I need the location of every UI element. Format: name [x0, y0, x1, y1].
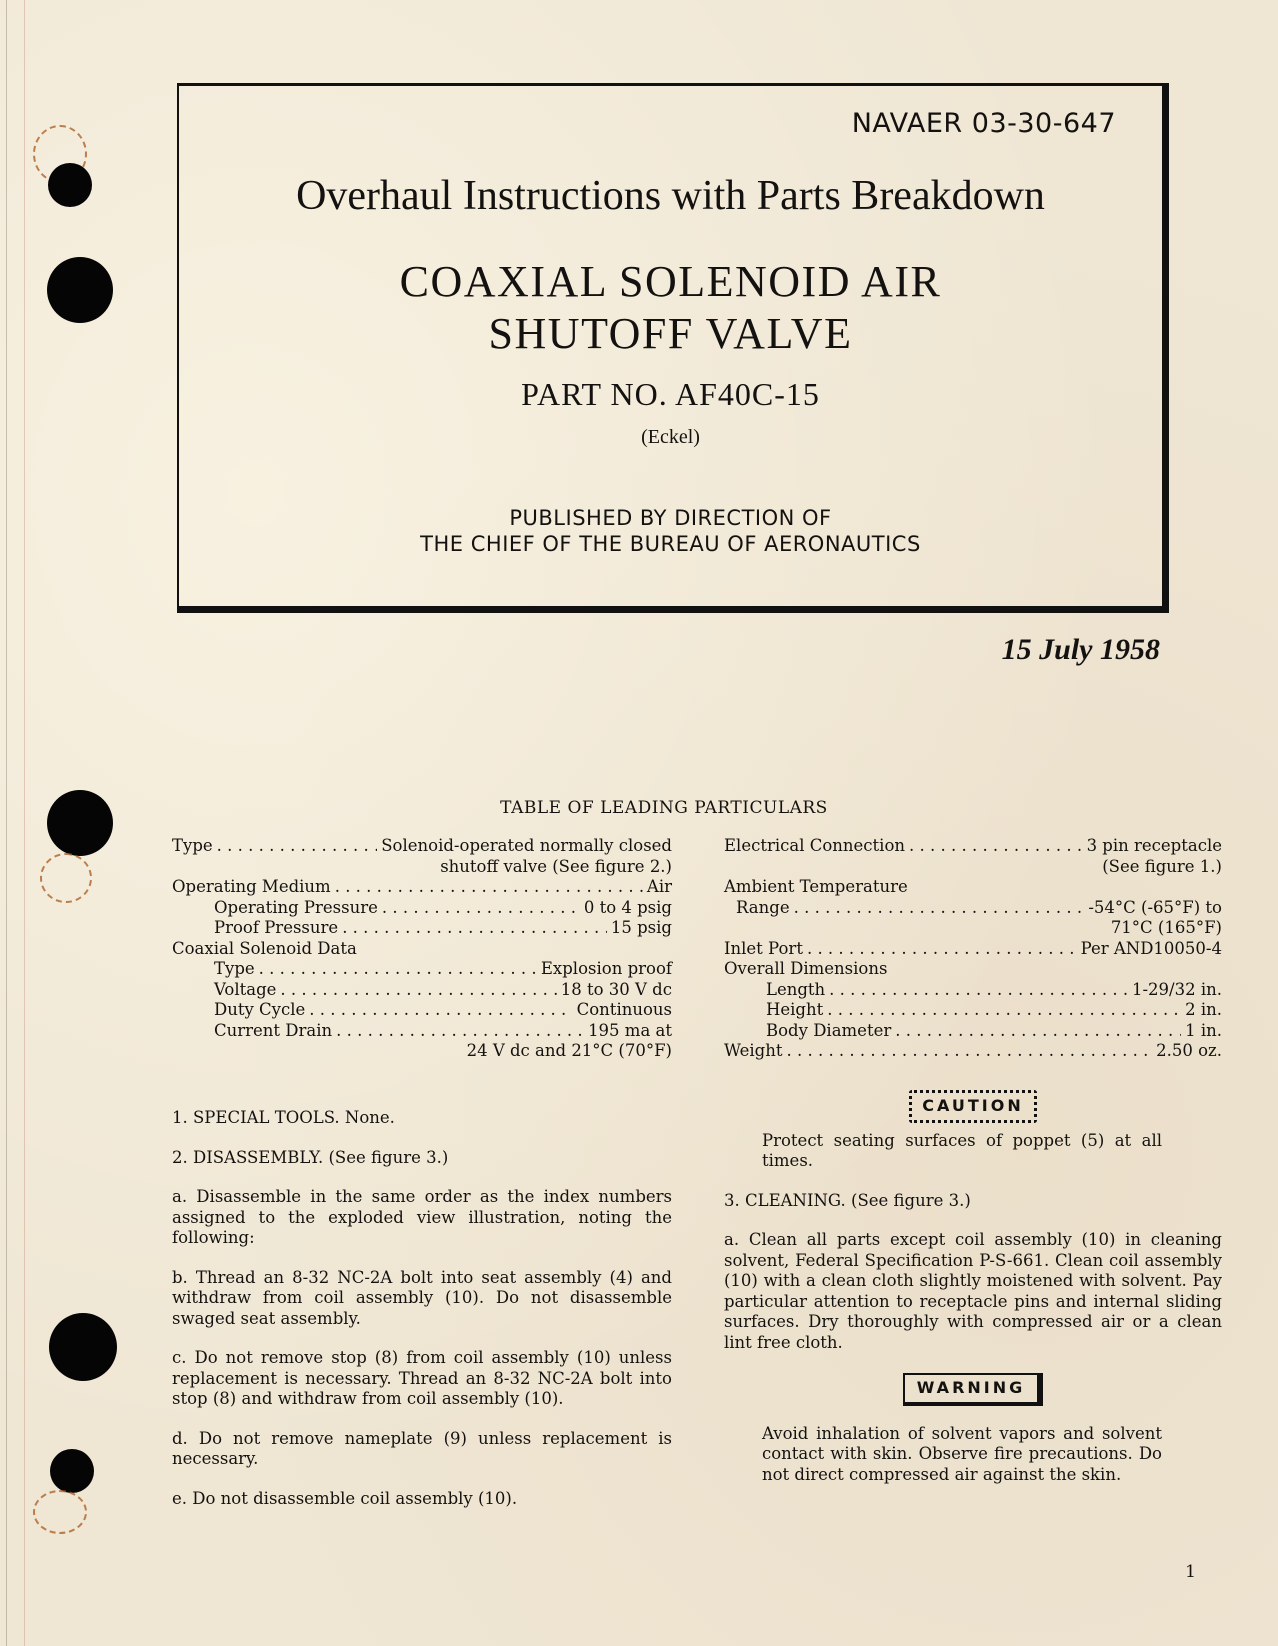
spec-value: 3 pin receptacle	[1086, 836, 1222, 855]
spec-row-body-diameter	[724, 1021, 1222, 1042]
spec-label: Weight	[724, 1041, 783, 1060]
leader-dots	[336, 1021, 584, 1042]
spec-row-inlet-port	[724, 939, 1222, 960]
spec-label: Type	[172, 836, 213, 855]
spec-value: 195 ma at	[588, 1020, 672, 1040]
leader-dots	[280, 980, 556, 1001]
caution-label: CAUTION	[909, 1090, 1036, 1123]
section-disassembly-heading: 2. DISASSEMBLY. (See figure 3.)	[172, 1147, 449, 1167]
title-box	[177, 83, 1169, 613]
spec-row-operating-pressure	[172, 898, 672, 919]
part-number: PART NO. AF40C-15	[521, 376, 820, 412]
spec-subheading-dimensions	[724, 959, 1222, 980]
warning-callout	[724, 1373, 1222, 1406]
spec-value-continued: shutoff valve (See figure 2.)	[440, 856, 672, 876]
body-left-column	[172, 1108, 672, 1528]
spec-value: Air	[646, 877, 672, 896]
disassembly-step-c: c. Do not remove stop (8) from coil assembly (10) unless replacement is necessary. Thread an 8-32 NC-2A bolt into stop (8) and withdraw from coil assembly (10).	[172, 1348, 672, 1408]
publisher-line-1: PUBLISHED BY DIRECTION OF	[509, 506, 832, 530]
body-right-column	[724, 1090, 1222, 1504]
binder-hole	[48, 163, 92, 207]
rust-stain	[40, 853, 92, 903]
binder-hole	[47, 257, 113, 323]
spec-label: Range	[736, 897, 790, 917]
leader-dots	[909, 836, 1083, 857]
spec-row-proof-pressure	[172, 918, 672, 939]
spec-row-weight	[724, 1041, 1222, 1062]
disassembly-step-d: d. Do not remove nameplate (9) unless replacement is necessary.	[172, 1428, 672, 1468]
particulars-right-column	[724, 836, 1222, 1062]
spec-value: 1-29/32 in.	[1131, 979, 1222, 999]
leader-dots	[794, 898, 1085, 919]
leader-dots	[895, 1021, 1181, 1042]
spec-row-height	[724, 1000, 1222, 1021]
particulars-left-column	[172, 836, 672, 1062]
spec-subheading: Overall Dimensions	[724, 959, 888, 978]
spec-row-type	[172, 836, 672, 857]
document-number: NAVAER 03-30-647	[851, 108, 1116, 139]
spec-value: 18 to 30 V dc	[560, 979, 672, 999]
spec-value: Explosion proof	[540, 959, 672, 978]
spec-label: Operating Medium	[172, 877, 331, 896]
section-cleaning-heading: 3. CLEANING. (See figure 3.)	[724, 1190, 971, 1210]
spec-subheading-ambient	[724, 877, 1222, 898]
spec-label: Current Drain	[214, 1020, 333, 1040]
spec-label: Voltage	[214, 979, 277, 999]
spec-label: Operating Pressure	[214, 897, 378, 917]
spec-label: Proof Pressure	[214, 918, 339, 937]
leader-dots	[827, 1000, 1181, 1021]
publication-date: 15 July 1958	[1001, 633, 1160, 666]
spec-subheading-solenoid	[172, 939, 672, 960]
spec-value-continued: 24 V dc and 21°C (70°F)	[466, 1041, 672, 1060]
manufacturer: (Eckel)	[641, 426, 700, 448]
spec-value: 2 in.	[1185, 1000, 1222, 1019]
leader-dots	[335, 877, 643, 898]
spec-value: 15 psig	[610, 918, 672, 937]
leader-dots	[259, 959, 537, 980]
spec-label: Duty Cycle	[214, 1000, 306, 1019]
page-number: 1	[1185, 1562, 1196, 1582]
spec-row-electrical-connection	[724, 836, 1222, 857]
leader-dots	[342, 918, 607, 939]
spec-value: 0 to 4 psig	[583, 897, 672, 917]
warning-text: Avoid inhalation of solvent vapors and solvent contact with skin. Observe fire precautions. Do not direct compressed air against the skin.	[762, 1423, 1162, 1484]
disassembly-step-a: a. Disassemble in the same order as the index numbers assigned to the exploded view illustration, noting the following:	[172, 1187, 672, 1247]
binder-hole	[49, 1313, 117, 1381]
spec-label: Body Diameter	[766, 1020, 892, 1040]
spec-row-temperature-range	[724, 898, 1222, 919]
spec-row-operating-medium	[172, 877, 672, 898]
page-edge-line	[6, 0, 7, 1646]
caution-text: Protect seating surfaces of poppet (5) at all times.	[762, 1130, 1162, 1170]
spec-value: Solenoid-operated normally closed	[381, 836, 672, 855]
spec-value: 1 in.	[1185, 1020, 1222, 1040]
spec-row-current-drain	[172, 1021, 672, 1042]
leading-particulars-heading: TABLE OF LEADING PARTICULARS	[500, 798, 828, 818]
margin-line	[24, 0, 25, 1646]
warning-label: WARNING	[903, 1373, 1044, 1406]
disassembly-step-b: b. Thread an 8-32 NC-2A bolt into seat assembly (4) and withdraw from coil assembly (10). Do not disassemble swaged seat assembly.	[172, 1267, 672, 1328]
rust-stain	[33, 1490, 87, 1534]
publisher-line-2: THE CHIEF OF THE BUREAU OF AERONAUTICS	[420, 532, 921, 556]
section-special-tools: 1. SPECIAL TOOLS. None.	[172, 1108, 395, 1127]
leader-dots	[382, 898, 580, 919]
spec-value-continued: 71°C (165°F)	[1110, 918, 1222, 937]
spec-subheading: Coaxial Solenoid Data	[172, 938, 357, 958]
leader-dots	[786, 1041, 1152, 1062]
spec-value: Continuous	[576, 1000, 672, 1019]
spec-row-solenoid-type	[172, 959, 672, 980]
subject-title-line-1: COAXIAL SOLENOID AIR	[399, 257, 942, 306]
spec-value: -54°C (-65°F) to	[1088, 897, 1222, 917]
caution-callout	[724, 1090, 1222, 1123]
leader-dots	[217, 836, 378, 857]
spec-row-length	[724, 980, 1222, 1001]
subject-title-line-2: SHUTOFF VALVE	[488, 309, 853, 358]
spec-label: Inlet Port	[724, 938, 803, 958]
spec-value-continued: (See figure 1.)	[1102, 856, 1222, 876]
spec-row-duty-cycle	[172, 1000, 672, 1021]
spec-value: 2.50 oz.	[1156, 1041, 1222, 1060]
binder-hole	[50, 1449, 94, 1493]
spec-label: Type	[214, 959, 255, 978]
cleaning-step-a: a. Clean all parts except coil assembly (10) in cleaning solvent, Federal Specification P-S-661. Clean coil assembly (10) with a clean cloth slightly moistened with solvent. Pay particular attention to receptacle pins and internal sliding surfaces. Dry thoroughly with compressed air or a clean lint free cloth.	[724, 1230, 1222, 1352]
spec-label: Height	[766, 1000, 824, 1019]
spec-subheading: Ambient Temperature	[724, 877, 908, 896]
spec-label: Electrical Connection	[724, 836, 906, 855]
leader-dots	[807, 939, 1077, 960]
spec-row-voltage	[172, 980, 672, 1001]
leader-dots	[309, 1000, 572, 1021]
spec-label: Length	[766, 979, 826, 999]
disassembly-step-e: e. Do not disassemble coil assembly (10).	[172, 1488, 518, 1508]
spec-value: Per AND10050-4	[1080, 938, 1222, 958]
main-heading: Overhaul Instructions with Parts Breakdown	[296, 173, 1045, 219]
leader-dots	[829, 980, 1128, 1001]
